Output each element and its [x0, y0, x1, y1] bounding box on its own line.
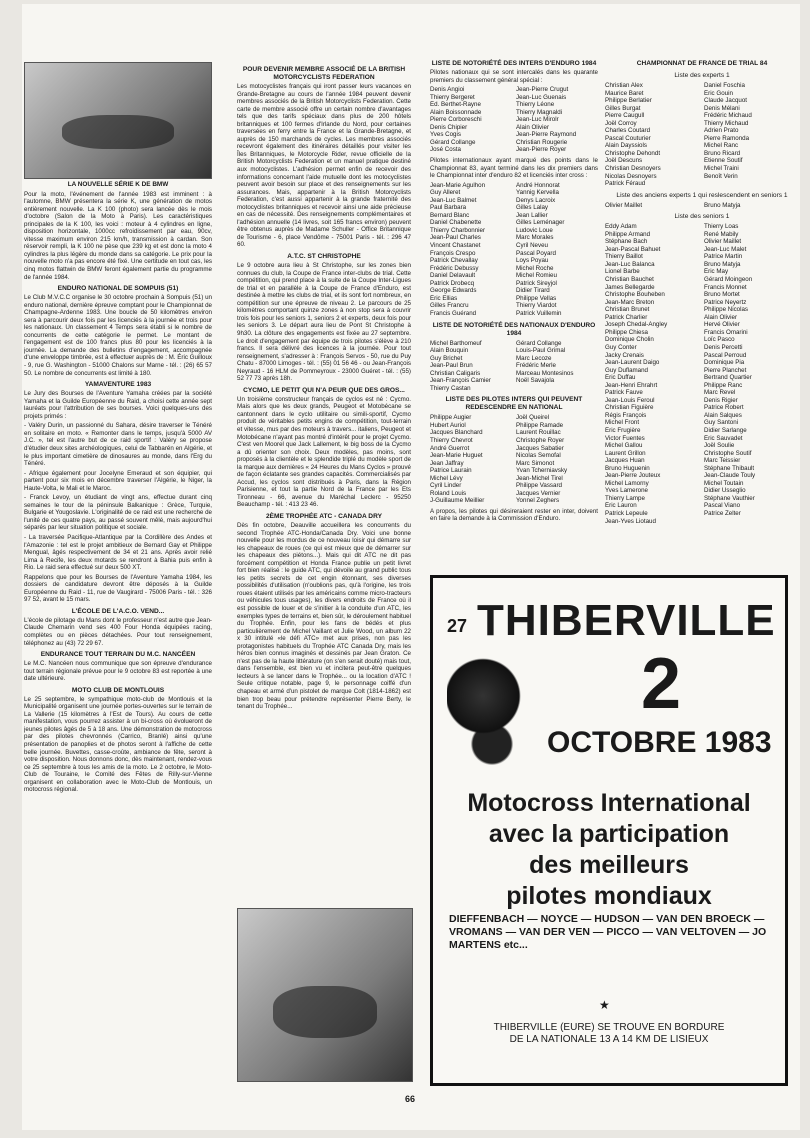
pilot-name: Jean-Henri Ehrahrt [605, 381, 658, 389]
pilot-name: Jean-Michel Tirel [516, 474, 563, 482]
yamaventure-item: - Afrique également pour Jocelyne Emeraud et son équipier, qui partent pour six mois en décembre traverser l'Algérie, le Niger, la Haute-Volta, le Mali et le Maroc. [24, 469, 212, 492]
pilot-name: Frédéric Michaud [704, 112, 752, 120]
heading-notoriete-nationaux: LISTE DE NOTORIÉTÉ DES NATIONAUX D'ENDURO 1984 [432, 321, 596, 337]
heading-montlouis: MOTO CLUB DE MONTLOUIS [71, 686, 165, 694]
pilot-name: Bernard Blanc [430, 211, 470, 219]
pilot-name: Thierry Charbonnier [430, 226, 486, 234]
pilot-name: Jean-Paul Brun [430, 362, 473, 370]
heading-mc-nanceen: ENDURANCE TOUT TERRAIN DU M.C. NANCÉEN [40, 651, 196, 659]
pilot-list-2 [430, 182, 598, 318]
pilot-name: Pierre Planchet [704, 366, 747, 374]
pilot-name: Joël Soulie [704, 442, 735, 450]
pilot-name: Adrien Prato [704, 127, 739, 135]
pilot-name: Hervé Olivier [704, 321, 740, 329]
heading-championnat-trial: CHAMPIONNAT DE FRANCE DE TRIAL 84 [636, 60, 768, 67]
pilot-name: Gilles Burgat [605, 104, 641, 112]
pilot-name: Bruno Huguenin [605, 464, 650, 472]
pilot-name: Philippe Vellas [516, 294, 557, 302]
pilot-name: Thierry Magnaldi [516, 108, 563, 116]
pilot-name: Philippe Nicolas [704, 306, 749, 314]
thiberville-ad [430, 575, 788, 1086]
pilot-name: Louis-Paul Grimal [516, 347, 566, 355]
pilot-name: Philippe Ranc [704, 381, 743, 389]
pilot-name: Patrice Neyertz [704, 298, 747, 306]
heading-cycmo: CYCMO, LE PETIT QUI N'A PEUR QUE DES GROS... [243, 386, 405, 394]
bmw-k100-photo [24, 62, 212, 179]
pilot-name: Jean-Luc Malet [704, 245, 747, 253]
pilot-name: Alain Dayssiols [605, 142, 647, 150]
pilot-name: Denis Percetti [704, 343, 743, 351]
heading-bmf: POUR DEVENIR MEMBRE ASSOCIÉ DE LA BRITISH MOTORCYCLISTS FEDERATION [242, 66, 406, 81]
pilot-name: Jean-François Camier [430, 377, 491, 385]
pilot-name: Christian Caligaris [430, 369, 481, 377]
pilot-name: Michel Front [605, 419, 640, 427]
atc-race-photo [237, 908, 413, 1082]
ad-pilot-names: DIEFFENBACH — NOYCE — HUDSON — VAN DEN BROECK — VROMANS — VAN DER VEN — PICCO — VAN VELTOVEN — JO MARTENS etc... [449, 913, 767, 951]
ecole-aco-text: L'école de pilotage du Mans dont le professeur n'est autre que Jean-Claude Chemarin vend ses 400 Four Honda équipées racing, complètes ou en pièces détachées. Pour tout renseignement, téléphonez au (43) 72 29 67. [24, 616, 212, 647]
yamaventure-item: - La traversée Pacifique-Atlantique par la Cordillère des Andes et l'Amazonie : tel est le projet ambitieux de Bernard Gay et Philippe Mengual, âgés respectivement de 34 et 21 ans. Après avoir relié Lima à Recife, les deux motards se rendront à Bahia puis enfin à Rio. Le raid sera effectué sur deux 500 XT. [24, 533, 212, 572]
bmw-article-text: Pour la moto, l'événement de l'année 1983 est imminent : à l'automne, BMW présentera la série K, une génération de motos entièrement nouvelle. La K 100 (photo) sera lancée dès le mois d'octobre (Salon de la Moto à Paris). Les caractéristiques principales de la K 100, les voici : moteur à 4 cylindres en ligne, disposition horizontale, 1000cc refroidissement par eau, 90cv, vitesse maximum environ 215 km/h, transmission à cardan. Son réservoir rempli, la K 100 ne pèse que 239 kg et est donc la moto 4 cylindres la plus légère du monde dans sa catégorie. Le prix pour la nouvelle moto n'a pas encore été fixé. Une certitude en tout cas, les cinq motos flattwin de BMW feront également partie du programme de l'année 1984. [24, 190, 212, 281]
pilot-name: René Mabily [704, 230, 739, 238]
pilot-name: Pascal Poyard [516, 249, 556, 257]
pilot-name: Bertrand Quartier [704, 374, 752, 382]
heading-enduro-sompuis: ENDURO NATIONAL DE SOMPUIS (51) [57, 285, 179, 293]
pilot-list-3 [430, 340, 598, 393]
pilot-name: Thierry Baillot [605, 253, 643, 261]
pilot-name: Francis Guérand [430, 309, 477, 317]
pilot-list-4 [430, 414, 598, 505]
pilot-name: George Edwards [430, 287, 477, 295]
pilot-name: Benoît Verin [704, 172, 738, 180]
pilot-name: Frédéric Merle [516, 362, 556, 370]
pilot-name: Victor Fuentes [605, 434, 645, 442]
pilot-name: Michel Romieu [516, 272, 557, 280]
pilot-name: Jacques Sabatier [516, 444, 564, 452]
pilot-name: Pierre Ramonda [704, 134, 750, 142]
pilot-name: Philippe Armand [605, 230, 651, 238]
motocross-rider-illustration [447, 648, 537, 768]
pilot-name: Yvan Tcherniavsky [516, 467, 568, 475]
pilot-name: Christian Bauchet [605, 276, 654, 284]
pilot-name: Éric May [704, 268, 729, 276]
pilot-name: Lionel Barbe [605, 268, 640, 276]
pilot-name: Éric Frugière [605, 426, 641, 434]
pilot-name: Michel Roche [516, 264, 554, 272]
pilot-name: Marc Lecoze [516, 354, 552, 362]
pilot-name: Olivier Maillet [605, 201, 643, 209]
pilot-name: Thierry Chevrot [430, 436, 473, 444]
pilot-name: Marc Simonot [516, 459, 555, 467]
pilot-name: Denis Chipier [430, 123, 468, 131]
pilot-name: Denys Lacroix [516, 196, 556, 204]
pilot-name: Marc Revel [704, 389, 736, 397]
heading-trophee-atc: 2ÈME TROPHÉE ATC - CANADA DRY [265, 512, 382, 520]
pilot-name: Noël Savajola [516, 377, 555, 385]
pilot-name: Guy Brichet [430, 354, 463, 362]
pilot-name: Thierry Loas [704, 223, 739, 231]
pilot-name: Patrick Sireyjol [516, 279, 557, 287]
pilot-name: Daniel Chabenette [430, 219, 482, 227]
pilot-name: Dominique Pia [704, 359, 745, 367]
pilot-name: Jean-Luc Guenais [516, 93, 567, 101]
pilot-name: Guy Santoni [704, 419, 739, 427]
ad-headline-line: des meilleurs [529, 851, 689, 879]
heading-redescendre: LISTE DES PILOTES INTERS QUI PEUVENT REDESCENDRE EN NATIONAL [445, 396, 583, 412]
pilot-name: Francis Omarini [704, 328, 748, 336]
atc-st-christophe-text: Le 9 octobre aura lieu à St Christophe, sur les zones bien connues du club, la Coupe de France inter-clubs de trial. Cette compétition, qui prend place à la suite de la Coupe Inter-Ligues de trial et en parallèle à la Coupe de France d'Enduro, est destinée à mettre les clubs de trial, et ils sont fort nombreux, en compétition sur une épreuve de niveau 2. Le parcours de 25 kilomètres comportant quinze zones à non stop sera à couvrir trois fois pour les seniors 1, seniors 2 et experts, deux fois pour les seniors 3. Le départ aura lieu de Pont St Christophe à 9h30. La clôture des engagements est fixée au 27 septembre. Le droit d'engagement par équipe de trois pilotes s'élève à 210 francs. Il sera délivré des licences à la journée. Pour tout renseignement, s'adresser à : François Servos - 50, rue du Puy Chatu - 87000 Limoges - tél. : (55) 01 56 46 - ou Jean-François Neyraud - 16 HLM de Pommeyroux - 23000 Guéret - tél. : (55) 52 77 73 après 18h. [237, 262, 411, 383]
pilot-name: Éric Sauvadet [704, 434, 743, 442]
pilot-name: Guy Conter [605, 343, 637, 351]
pilot-name: Christian Figuière [605, 404, 654, 412]
pilot-name: Jean-Paul Charles [430, 234, 481, 242]
pilot-name: Thierry Léone [516, 101, 555, 109]
pilot-name: Philippe Chiesa [605, 328, 648, 336]
pilot-name: Denis Angioi [430, 86, 465, 94]
pilot-name [516, 385, 598, 393]
pilot-name: Patrice Robert [704, 404, 744, 412]
pilot-name: Olivier Maillet [704, 238, 742, 246]
pilot-name: Joël Descuns [605, 157, 643, 165]
pilot-name: Pascal Viano [704, 502, 741, 510]
pilot-name: Stéphane Vauthier [704, 494, 755, 502]
pilot-name: Michel Gallou [605, 442, 643, 450]
pilot-name: J-Guillaume Meillier [430, 497, 485, 505]
pilot-name: Pierre Caugull [605, 112, 645, 120]
ad-footer-line: DE LA NATIONALE 13 A 14 KM DE LISIEUX [509, 1034, 709, 1045]
column-3 [430, 56, 598, 586]
pilot-name: Pascal Perroud [704, 351, 747, 359]
pilot-name: Patrick Vuillemin [516, 309, 562, 317]
pilot-name: Jean Jaffray [430, 459, 464, 467]
pilot-name: Laurent Grillon [605, 449, 646, 457]
ad-footer [433, 1022, 785, 1046]
pilot-name: Michel Lamorny [605, 479, 649, 487]
photo-caption: LA NOUVELLE SÉRIE K DE BMW [67, 181, 169, 188]
montlouis-text: Le 25 septembre, le sympathique moto-club de Montlouis et la Municipalité organisent une journée portes-ouvertes sur le terrain de La Vallerie (15 kilomètres à l'Est de Tours). Au cours de cette manifestation, vous pourrez assister à un bi-cross où évolueront de jeunes pilotes âgés de 5 à 18 ans. Une démonstration de motocross par des pilotes chevronnés (Carrico, Branlé) ainsi qu'une présentation de panoplies et de photos seront à l'affiche de cette belle journée. Buvettes, casse-croûte, ambiance de fête, seront à votre disposition. Nous donnons donc, dès maintenant, rendez-vous ce 25 septembre à tous les amis de la moto. Le 2 octobre, le Moto-Club de Touraine, le Comité des Fêtes de Rilly-sur-Vienne organisent en collaboration avec le Moto-Club de Montlouis, un motocross régional. [24, 695, 212, 794]
pilot-name: Joël Queirel [516, 414, 550, 422]
pilot-name: Nicolas Desnoyers [605, 172, 657, 180]
pilot-name: Jean-Claude Touly [704, 472, 756, 480]
pilot-name: Joseph Chedal-Angley [605, 321, 668, 329]
pilot-name: Roland Louis [430, 489, 467, 497]
pilot-name: Stéphane Thibault [704, 464, 755, 472]
pilot-name: Christian Alex [605, 82, 643, 89]
pilot-name: Bruno Matyja [704, 260, 741, 268]
ad-title: THIBERVILLE [477, 596, 776, 645]
pilot-name: Christian Desnoyers [605, 165, 661, 173]
subheading-anciens-experts: Liste des anciens experts 1 qui reslescendent en seniors 1 [616, 191, 788, 199]
pilot-name: Patrice Laurain [430, 467, 472, 475]
pilot-name: Pierre Corboreschi [430, 116, 482, 124]
pilot-name: Patrick Féraud [605, 180, 646, 188]
pilot-name: Alain Salques [704, 411, 742, 419]
pilot-name: Thierry Lampe [605, 494, 645, 502]
pilot-name: Gilles Leménager [516, 219, 565, 227]
pilot-name: Christophe Dehondt [605, 149, 661, 157]
subheading-seniors-1: Liste des seniors 1 [674, 213, 730, 221]
pilot-name: Guy Duflamand [605, 366, 648, 374]
pilot-name: Charles Coutard [605, 127, 651, 135]
pilot-name: Jean-Yves Liotaud [605, 517, 656, 525]
ad-header [441, 586, 775, 782]
pilot-name: Didier Tirard [516, 287, 550, 295]
pilot-name: Dominique Cholin [605, 336, 654, 344]
column-4 [605, 56, 799, 586]
pilot-name: Thierry Castan [430, 384, 471, 392]
pilot-name: Éric Duffau [605, 374, 636, 382]
pilot-name: Michel Toutain [704, 479, 744, 487]
pilot-name: Paul Barbara [430, 204, 467, 212]
pilot-name: Patrick Fauve [605, 389, 643, 397]
pilot-name: Loys Poyau [516, 257, 549, 265]
pilot-name: James Bellegarde [605, 283, 655, 291]
pilot-name: Gérard Collange [430, 138, 476, 146]
pilot-name: Stéphane Bach [605, 238, 648, 246]
trophee-atc-text: Dès fin octobre, Deauville accueillera les concurrents du second Trophée ATC-Honda/Canada Dry. Voici une bonne nouvelle pour les mordus de ce nouveau loisir qui démarre sur les chapeaux de roues (ce qui est mieux que de démarrer sur les chapeaux des piétons...). Mais qui dit ATC ne dit pas forcément compétition et Honda France publie un petit livret fort bien réalisé : le guide ATC, qui dévoile au grand public tous les petits secrets de cet engin étonnant, ses diverses possibilités d'utilisation (n'oublions pas, qu'à l'origine, les trois roues étaient utilisés par les américains comme micro-tracteurs ou véhicules tous usages), les divers endroits de France où il est possible de louer et de s'initier à la conduite d'un ATC, les exemples types de terrains et, bien sûr, le déroulement habituel du Trophée. Enfin, pour les fans de bédés et plus particulièrement de Michel Vaillant et Julie Wood, un album 22 x 30 intitulé «le défi ATC» met aux prises, non pas les protagonistes habituels du Trophée ATC Canada Dry, mais les héros bien connus imaginés et dessinés par Jean Graton. Ce n'est pas de la haute littérature (on s'en serait douté) mais tout, dans l'ensemble, est bien vu et incitera peut-être quelques lecteurs à se lancer dans le Trophée... ou la location d'ATC ! Seule critique notable, page 9, le personnage coiffé d'un chapeau et armé d'un pistolet de marque Colt (1814-1862) est bien trop beau pour prétendre représenter Pierre Berty, le tenant du Trophée... [237, 521, 411, 711]
pilot-name: Éd. Berthet-Rayne [430, 101, 481, 109]
pilot-name: Patrick Charlier [605, 313, 648, 321]
pilot-name: Jean-Pierre Jouteux [605, 472, 661, 480]
pilot-list-1 [430, 86, 598, 154]
pilot-name: Jean-Pierre Royer [516, 146, 567, 154]
ad-headline [433, 788, 785, 912]
pilot-name: Michel Lévy [430, 474, 463, 482]
pilot-name: Denis Mélani [704, 104, 740, 112]
pilot-name: Yannig Kervella [516, 189, 559, 197]
pilot-name: André Honnorat [516, 181, 560, 189]
subheading-experts-1: Liste des experts 1 [674, 72, 730, 79]
pilot-name: Marceau Montesinos [516, 369, 574, 377]
yamaventure-outro: Rappelons que pour les Bourses de l'Aventure Yamaha 1984, les dossiers de candidature devront être déposés à la Guilde Européenne du Raid - 11, rue de Vaugirard - 75006 Paris - tél. : 326 97 52, avant le 15 mars. [24, 573, 212, 604]
pilot-name: Laurent Rouillac [516, 429, 561, 437]
pilot-name: Gilles Lalay [516, 204, 548, 212]
column-1 [24, 62, 212, 1122]
pilot-name: Jean-Pascal Bahuet [605, 245, 661, 253]
pilot-name: Thierry Viardot [516, 302, 557, 310]
pilot-name: Daniel Foschia [704, 82, 745, 89]
pilot-name: Jean-Luc Mirolr [516, 116, 559, 124]
sompuis-article-text: Le Club M.V.C.C organise le 30 octobre prochain à Sompuis (51) un enduro national, dernière épreuve comptant pour le Championnat de Champagne-Ardenne 1983. Une boucle de 50 kilomètres environ sera à parcourir deux fois par les licenciés à la journée et trois pour les nationaux. Un classement 4 Temps sera établi si le nombre de concurrents de cette catégorie le permet. Le montant de l'engagement est de 100 francs plus 80 pour les licenciés à la journée. La demande des bulletins d'engagement, accompagnée d'une enveloppe timbrée, est à effectuer auprès de : M. Éric Guilloux - 9, rue G. Washington - 51000 Chalons sur Marne - tél. : (26) 65 57 50. Le nombre de concurrents est limité à 180. [24, 294, 212, 377]
pilot-name: Marc Morales [516, 234, 554, 242]
pilot-name: Alain Olivier [516, 123, 550, 131]
pilot-name: Philippe Augier [430, 414, 472, 422]
bmf-text: Les motocyclistes français qui iront passer leurs vacances en Grande-Bretagne au cours de l'année 1984 peuvent devenir membres associés de la British Motorcyclists Federation. Cette carte de membre associé offre un certain nombre d'avantages tels que des tarifs spéciaux dans plus de 200 hôtels britanniques et 100 fermes d'Irlande du Nord, pour certaines traversées en ferry entre la France et la Grande-Bretagne, et auprès de 150 marchands de cycles. Les membres associés recevront également des itinéraires détaillés pour visiter les Îles Britanniques, le Motorcycle Rider, revue officielle de la British Motorcyclists Federation et un manuel pratique destiné aux motocyclistes. L'adhésion permet enfin de recevoir des informations concernant l'aide mutuelle dont les motocyclistes peuvent avoir besoin sur place et des renseignements sur les assurances. Mais, appartenir à la British Motorcyclists Federation, c'est aussi appartenir à la grande fraternité des motocyclistes britanniques et recevoir ainsi une aide précieuse en cas de nécessité. Des renseignements complémentaires et l'adhésion annuelle (14 livres, soit 165 francs environ) peuvent être obtenus auprès de Madame Schuller - Office Britannique de Tourisme - 6, place Vendôme - 75001 Paris - tél. : 296 47 60. [237, 83, 411, 249]
experts-list [605, 82, 799, 188]
pilot-name: Gérard Moingeon [704, 276, 753, 284]
pilot-name: Jean-Marc Breton [605, 298, 655, 306]
pilot-name: Christophe Soutif [704, 449, 752, 457]
pilot-name: Denis Rigier [704, 396, 738, 404]
pilot-name: Michel Ranc [704, 142, 739, 150]
ad-day: 2 [641, 644, 682, 724]
seniors-list [605, 223, 799, 525]
pilot-name: Patrice Zelter [704, 509, 741, 517]
pilot-name: Jean-Marie Huguet [430, 452, 483, 460]
heading-ecole-aco: L'ÉCOLE DE L'A.C.O. VEND... [71, 607, 165, 615]
pilot-name: Patrick Drobecq [430, 279, 475, 287]
pilot-name: Régis François [605, 411, 647, 419]
pilot-name: André Guerrot [430, 444, 470, 452]
pilot-name: Christian Rougerie [516, 138, 568, 146]
pilot-name: Jean-Luc Balanca [605, 260, 655, 268]
pilot-name: Ludovic Loue [516, 226, 553, 234]
pilot-name: Jacques Vernier [516, 489, 561, 497]
pilot-name: Francis Monnet [704, 283, 747, 291]
pilot-name: Thierry Michaud [704, 119, 749, 127]
notoriete-intro-2: Pilotes internationaux ayant marqué des points dans le Championnat 83, ayant terminé dans les dix premiers dans le Championnat inter d'enduro 82 et licenciés inter cross : [430, 157, 598, 180]
mc-nanceen-text: Le M.C. Nancéen nous communique que son épreuve d'endurance tout terrain régionale prévue pour le 9 octobre 83 est reportée à une date ultérieure. [24, 660, 212, 683]
pilot-name: Alain Olivier [704, 313, 738, 321]
pilot-name: Didier Usseglio [704, 487, 746, 495]
pilot-name: Patrice Martin [704, 253, 743, 261]
pilot-name: Loïc Pasco [704, 336, 735, 344]
pilot-name: Patrick Lepeule [605, 509, 648, 517]
pilot-name: Christophe Royer [516, 436, 565, 444]
ad-headline-line: avec la participation [488, 820, 730, 848]
pilot-name: Guy Alleret [430, 189, 461, 197]
pilot-name: Marc Teissier [704, 457, 741, 465]
ad-month: OCTOBRE 1983 [547, 726, 772, 759]
pilot-name: Jacques Huan [605, 457, 645, 465]
pilot-name: Didier Sarlange [704, 426, 747, 434]
pilot-name: José Costa [430, 146, 461, 154]
notoriete-intro-1: Pilotes nationaux qui se sont intercalés dans les quarante premiers du classement général spécial : [430, 69, 598, 84]
pilot-name: Jacques Blanchard [430, 429, 483, 437]
ad-headline-line: pilotes mondiaux [506, 882, 712, 910]
pilot-name: Daniel Delavault [430, 272, 476, 280]
pilot-name: Jean-Laurent Daigo [605, 359, 660, 367]
pilot-name: Yonnel Zeghers [516, 497, 560, 505]
pilot-name: Yves Lamerone [605, 487, 648, 495]
pilot-name [704, 518, 799, 526]
pilot-name: Jean-Luc Balmet [430, 196, 477, 204]
yamaventure-item: - Valéry Durin, un passionné du Sahara, désire traverser le Ténéré en solitaire en moto. « Remonter dans le temps, jusqu'à 5000 AV J.C. », tel est l'autre but de ce raid sportif : Valéry se propose d'étudier deux sites archéologiques, celui de Tabbarén en Algérie, et le plus important cimetière de dinosaures au monde, dans l'Erg du Ténéré. [24, 422, 212, 468]
pilot-name: Bruno Matyja [704, 201, 741, 209]
pilot-name: Michel Traini [704, 165, 739, 173]
pilot-name: Joël Corroy [605, 119, 637, 127]
pilot-name: Nicolas Semofal [516, 452, 561, 460]
pilot-name: Christian Brunet [605, 306, 650, 314]
pilot-name: Alain Bouquin [430, 347, 469, 355]
pilot-name: Jean-Louis Feroul [605, 396, 655, 404]
pilot-name: Jean Lallier [516, 211, 548, 219]
pilot-name: Jean-Pierre Raymond [516, 131, 577, 139]
pilot-name: Jean-Marie Agulhon [430, 181, 486, 189]
pilot-name: Thierry Bergeret [430, 93, 475, 101]
pilot-name: Hubert Auriol [430, 421, 466, 429]
yamaventure-item: - Franck Levoy, un étudiant de vingt ans, effectue durant cinq semaines le tour de la péninsule Balkanique : Grèce, Turquie, Bulgarie et Yougoslavie. L'originalité de ce raid est une recherche de l'unité de ces quatre pays, au passé souvent mêlé, mais aujourd'hui séparés par leur situation politique et sociale. [24, 494, 212, 532]
pilot-name: Philippe Vassard [516, 482, 562, 490]
pilot-name [704, 180, 799, 188]
heading-atc-st-christophe: A.T.C. ST CHRISTOPHE [287, 253, 361, 261]
pilot-name: Vincent Chastanet [430, 242, 481, 250]
enduro-note: A propos, les pilotes qui désireraient rester en inter, doivent en faire la demande à la Commission d'Enduro. [430, 507, 598, 523]
pilot-name: Éric Lauron [605, 502, 637, 510]
pilot-name: Bruno Ricard [704, 149, 741, 157]
pilot-name: Claude Jacquot [704, 97, 747, 105]
pilot-name: Philippe Ramade [516, 421, 564, 429]
pilot-name: Cyril Linder [430, 482, 462, 490]
star-icon: ★ [599, 998, 610, 1012]
pilot-name: Éric Ellias [430, 294, 458, 302]
pilot-name: Patrick Chevallay [430, 257, 478, 265]
heading-yamaventure: YAMAVENTURE 1983 [84, 381, 152, 389]
pilot-name: Christophe Bouheben [605, 291, 665, 299]
pilot-name: Philippe Berlatier [605, 97, 652, 105]
pilot-name: Alain Boissonnade [430, 108, 482, 116]
yamaventure-intro: Le Jury des Bourses de l'Aventure Yamaha créées par la société Yamaha et la Guilde Européenne du Raid, a choisi cette année sept lauréats pour l'attribution de ses bourses. Voici quelques-uns des projets primés : [24, 390, 212, 420]
pilot-name: Cyril Neveu [516, 242, 548, 250]
page-number: 66 [405, 1094, 416, 1104]
pilot-name: Jacky Crenais [605, 351, 644, 359]
pilot-name: Pascal Couturier [605, 134, 651, 142]
pilot-name: François Crespo [430, 249, 476, 257]
pilot-name: Maurice Baret [605, 89, 644, 97]
pilot-name: Éric Gouin [704, 89, 733, 97]
pilot-name: Gérard Collange [516, 339, 562, 347]
pilot-name: Bruno Mortet [704, 291, 740, 299]
cycmo-text: Un troisième constructeur français de cyclos est né : Cycmo. Mais alors que les deux grands, Peugeot et Motobécane se cantonnent dans le cyclo utilitaire ou simili-sportif, Cycmo produit de véritables petits engins de compétition, tout-terrain et vitesse, mus par des moteurs à travers... italiens, Peugeot et Motobécane n'ayant pas montré d'intérêt pour le projet Cycmo. C'est ven Moorel que Jack Lallement, le big boss de la Cycmo a dû orienter son choix. Deux modèles, pas moins, sont proposés à la clientèle et le splendide triplé du modèle sport de la marque aux dernières « 24 Heures du Mans Cyclos » prouvé de façon éclatante ses grandes capacités. Commercialisés par Accud, les cyclos sont distribués à Paris, dans la Région Parisienne, et tout la partie Nord de la France par les Ets Tironneau - 66, avenue du Maréchal Leclerc - 95250 Beauchamp - tél. : 413 23 46. [237, 395, 411, 509]
pilot-name: Jean-Pierre Crugut [516, 86, 569, 94]
pilot-name: Eddy Adam [605, 223, 637, 231]
pilot-name: Frédéric Debussy [430, 264, 479, 272]
ad-footer-line: THIBERVILLE (EURE) SE TROUVE EN BORDURE [493, 1022, 725, 1033]
heading-notoriete-inters: LISTE DE NOTORIÉTÉ DES INTERS D'ENDURO 1984 [431, 60, 597, 67]
pilot-name: Michel Barthomeuf [430, 339, 482, 347]
anciens-experts-list [605, 202, 799, 210]
pilot-name: Étienne Soutif [704, 157, 743, 165]
pilot-name: Yves Cogis [430, 131, 461, 139]
ad-headline-line: Motocross International [467, 789, 751, 817]
pilot-name: Gilles Francru [430, 302, 469, 310]
ad-department-number: 27 [447, 616, 468, 636]
